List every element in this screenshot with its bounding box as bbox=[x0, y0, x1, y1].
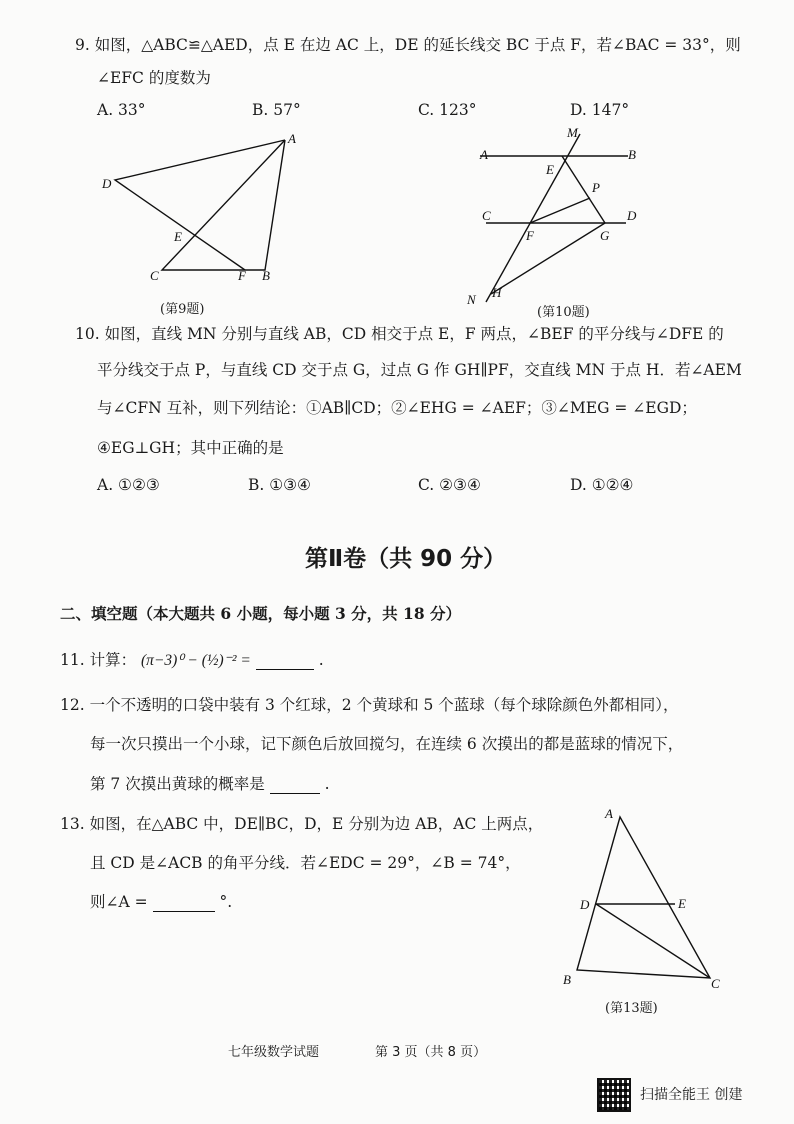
footer-subject: 七年级数学试题 bbox=[228, 1045, 320, 1060]
q10-label-p: P bbox=[592, 180, 600, 195]
q13-label-b: B bbox=[563, 972, 571, 987]
q11-expression: (π−3)⁰ − (½)⁻² = bbox=[141, 652, 251, 669]
footer-page-number: 第 3 页（共 8 页） bbox=[375, 1045, 487, 1060]
q10-label-h: H bbox=[492, 285, 502, 300]
q12-line3: 第 7 次摸出黄球的概率是 bbox=[90, 775, 265, 793]
q12-line1: 12. 一个不透明的口袋中装有 3 个红球，2 个黄球和 5 个蓝球（每个球除颜色外都相同）， bbox=[60, 696, 679, 714]
q10-option-a: A. ①②③ bbox=[97, 476, 160, 494]
q10-caption: (第10题) bbox=[537, 305, 590, 320]
q10-label-b: B bbox=[628, 147, 636, 162]
q10-figure bbox=[462, 122, 652, 307]
q12-answer-blank bbox=[270, 775, 320, 794]
q9-label-d: D bbox=[102, 176, 112, 191]
q10-line4: ④EG⊥GH；其中正确的是 bbox=[97, 439, 284, 457]
q13-line3: 则∠A = bbox=[90, 893, 148, 911]
q10-line2: 平分线交于点 P，与直线 CD 交于点 G，过点 G 作 GH∥PF，交直线 MN 于点 H．若∠AEM bbox=[97, 361, 742, 379]
q13-answer-blank bbox=[153, 893, 215, 912]
q13-label-d: D bbox=[580, 897, 590, 912]
scanner-watermark: 扫描全能王 创建 bbox=[640, 1087, 743, 1103]
q9-label-a: A bbox=[288, 131, 296, 146]
q10-segment-fp bbox=[530, 198, 590, 223]
q9-label-c: C bbox=[150, 268, 159, 283]
qr-code-icon bbox=[597, 1078, 631, 1112]
q12-line2: 每一次只摸出一个小球，记下颜色后放回搅匀，在连续 6 次摸出的都是蓝球的情况下， bbox=[90, 735, 684, 753]
q11-answer-blank bbox=[256, 651, 314, 670]
q9-line2: ∠EFC 的度数为 bbox=[97, 69, 211, 87]
q12-line3-wrap bbox=[90, 772, 330, 794]
q9-caption: (第9题) bbox=[160, 302, 205, 317]
q10-label-c: C bbox=[482, 208, 491, 223]
q10-label-a: A bbox=[480, 147, 488, 162]
q13-label-a: A bbox=[605, 806, 613, 821]
q9-option-b: B. 57° bbox=[252, 101, 301, 119]
q10-option-c: C. ②③④ bbox=[418, 476, 481, 494]
q9-label-f: F bbox=[238, 268, 246, 283]
q9-option-c: C. 123° bbox=[418, 101, 477, 119]
q10-segment-gh bbox=[491, 223, 605, 294]
q10-option-b: B. ①③④ bbox=[248, 476, 311, 494]
q9-option-d: D. 147° bbox=[570, 101, 630, 119]
q13-label-c: C bbox=[711, 976, 720, 991]
q10-line-mn bbox=[486, 134, 580, 302]
q9-label-b: B bbox=[262, 268, 270, 283]
q9-triangle-abc bbox=[162, 140, 285, 270]
q12-suffix: . bbox=[324, 775, 330, 793]
q10-label-e: E bbox=[546, 162, 554, 177]
q10-option-d: D. ①②④ bbox=[570, 476, 634, 494]
section2-title: 第Ⅱ卷（共 90 分） bbox=[305, 546, 507, 572]
q10-label-m: M bbox=[567, 125, 578, 140]
q9-triangle-aed bbox=[115, 140, 285, 270]
q9-figure bbox=[90, 125, 320, 295]
q10-label-f: F bbox=[526, 228, 534, 243]
q9-option-a: A. 33° bbox=[97, 101, 146, 119]
q9-line1: 9. 如图，△ABC≌△AED，点 E 在边 AC 上，DE 的延长线交 BC 于点 F，若∠BAC = 33°，则 bbox=[75, 36, 741, 54]
q10-label-n: N bbox=[467, 292, 476, 307]
q13-suffix: °. bbox=[219, 893, 233, 911]
q13-figure bbox=[555, 800, 735, 995]
q13-label-e: E bbox=[678, 896, 686, 911]
q10-line3: 与∠CFN 互补，则下列结论：①AB∥CD；②∠EHG = ∠AEF；③∠MEG = ∠EGD； bbox=[97, 399, 697, 417]
q11-prefix: 11. 计算： bbox=[60, 651, 137, 669]
q11-suffix: . bbox=[318, 651, 324, 669]
q13-caption: (第13题) bbox=[605, 1001, 658, 1016]
q13-line1: 13. 如图，在△ABC 中，DE∥BC，D，E 分别为边 AB，AC 上两点， bbox=[60, 815, 544, 833]
q9-label-e: E bbox=[174, 229, 182, 244]
q13-triangle-abc bbox=[577, 817, 710, 978]
q10-label-g: G bbox=[600, 228, 610, 243]
q13-line2: 且 CD 是∠ACB 的角平分线．若∠EDC = 29°，∠B = 74°， bbox=[90, 854, 521, 872]
q10-label-d: D bbox=[627, 208, 637, 223]
section2-heading: 二、填空题（本大题共 6 小题，每小题 3 分，共 18 分） bbox=[60, 604, 462, 623]
q11-line bbox=[60, 648, 324, 670]
q13-line3-wrap bbox=[90, 890, 232, 912]
q13-segment-dc bbox=[596, 904, 710, 978]
q10-line1: 10. 如图，直线 MN 分别与直线 AB，CD 相交于点 E，F 两点，∠BEF 的平分线与∠DFE 的 bbox=[75, 325, 724, 343]
